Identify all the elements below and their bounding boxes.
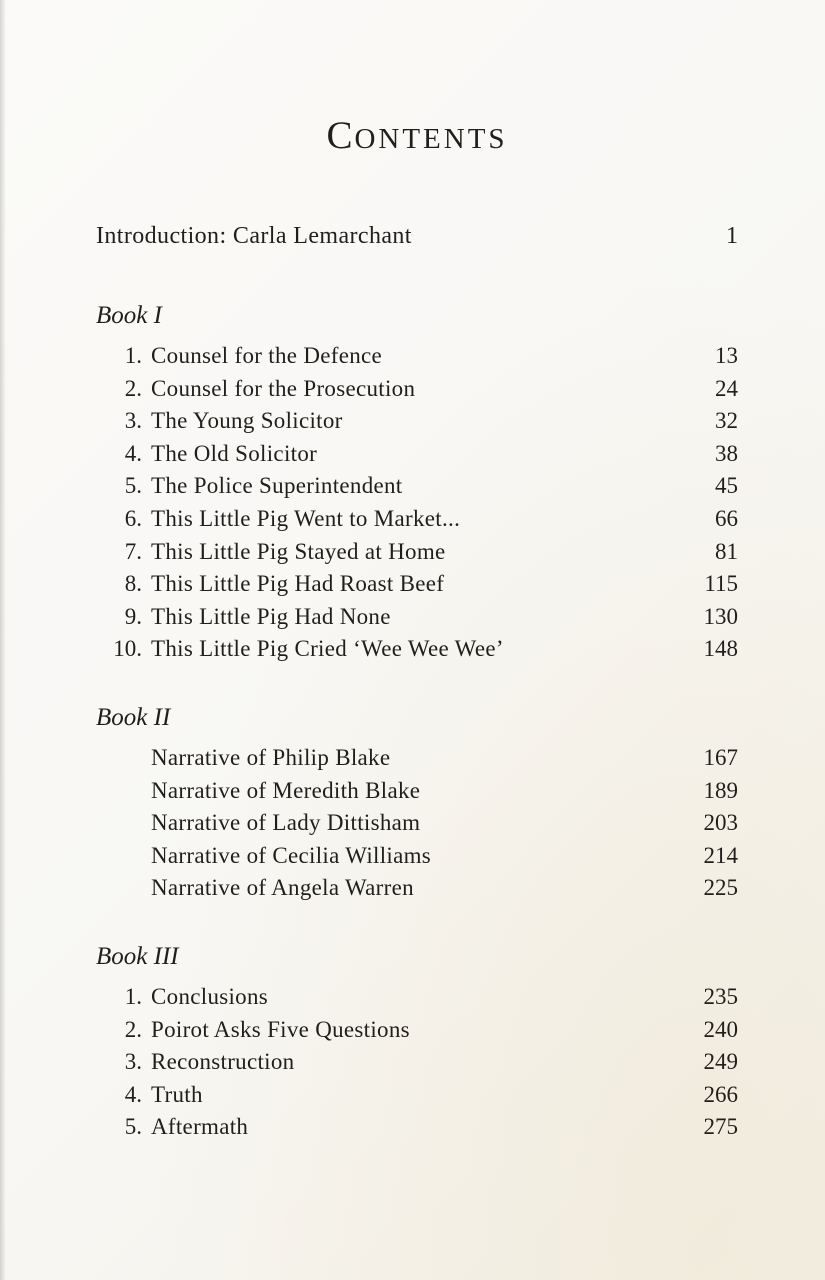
page-number: 189 bbox=[703, 777, 738, 803]
section-heading: Book I bbox=[96, 302, 162, 329]
chapter-title: Narrative of Cecilia Williams bbox=[151, 842, 432, 868]
toc-entry bbox=[96, 840, 738, 873]
chapter-title: The Police Superintendent bbox=[151, 473, 403, 499]
section-entries bbox=[96, 742, 738, 905]
toc-entry bbox=[96, 775, 738, 808]
chapter-title: Narrative of Angela Warren bbox=[151, 875, 414, 901]
page-number: 167 bbox=[703, 744, 738, 770]
toc-entry bbox=[96, 633, 738, 666]
chapter-number: 9. bbox=[124, 603, 142, 629]
section-heading: Book III bbox=[96, 942, 179, 970]
page-number: 275 bbox=[703, 1114, 738, 1140]
toc-entry bbox=[96, 872, 738, 905]
toc-entry bbox=[96, 981, 738, 1014]
toc-entry bbox=[96, 536, 738, 569]
page-number: 115 bbox=[704, 571, 738, 597]
toc-section-book-1 bbox=[96, 300, 738, 666]
page-number: 266 bbox=[703, 1081, 738, 1107]
toc-entry bbox=[96, 1079, 738, 1112]
chapter-number: 10. bbox=[113, 636, 142, 662]
toc-entry bbox=[96, 601, 738, 634]
page-title-initial: C bbox=[326, 114, 355, 157]
chapter-number: 5. bbox=[124, 1114, 142, 1140]
page-number: 45 bbox=[715, 473, 738, 499]
page-number: 225 bbox=[703, 875, 738, 901]
toc-intro-label: Introduction: Carla Lemarchant bbox=[96, 223, 412, 249]
page-number: 214 bbox=[703, 842, 738, 868]
toc-entry bbox=[96, 405, 738, 438]
page-content bbox=[0, 116, 825, 1144]
chapter-title: The Old Solicitor bbox=[151, 440, 318, 466]
chapter-title: This Little Pig Had None bbox=[151, 603, 391, 629]
toc-entry bbox=[96, 1014, 738, 1047]
chapter-title: The Young Solicitor bbox=[151, 408, 343, 434]
section-entries bbox=[96, 981, 738, 1144]
page-number: 13 bbox=[715, 343, 738, 368]
page-number: 235 bbox=[703, 983, 738, 1009]
toc-entry bbox=[96, 1046, 738, 1079]
chapter-title: Aftermath bbox=[151, 1114, 249, 1140]
chapter-number: 1. bbox=[124, 983, 142, 1009]
chapter-title: Poirot Asks Five Questions bbox=[151, 1016, 410, 1042]
chapter-number: 1. bbox=[124, 343, 142, 368]
toc-entry bbox=[96, 373, 738, 406]
chapter-title: Conclusions bbox=[151, 983, 269, 1009]
chapter-number: 7. bbox=[124, 538, 142, 564]
chapter-number: 2. bbox=[124, 1016, 142, 1042]
page-number: 38 bbox=[715, 440, 738, 466]
page-number: 66 bbox=[715, 505, 738, 531]
chapter-title: This Little Pig Cried ‘Wee Wee Wee’ bbox=[151, 636, 504, 662]
toc-entry bbox=[96, 807, 738, 840]
toc-entry bbox=[96, 568, 738, 601]
chapter-title: This Little Pig Stayed at Home bbox=[151, 538, 446, 564]
chapter-number: 4. bbox=[124, 1081, 142, 1107]
chapter-title: This Little Pig Went to Market... bbox=[151, 505, 461, 531]
section-entries bbox=[96, 340, 738, 666]
page-title-rest: ONTENTS bbox=[354, 123, 508, 155]
chapter-number: 3. bbox=[124, 408, 142, 434]
chapter-number: 8. bbox=[124, 571, 142, 597]
chapter-title: Narrative of Philip Blake bbox=[151, 744, 391, 770]
page-number: 32 bbox=[715, 408, 738, 434]
toc-entry bbox=[96, 340, 738, 373]
chapter-number: 3. bbox=[124, 1049, 142, 1075]
chapter-number: 4. bbox=[124, 440, 142, 466]
chapter-title: Counsel for the Prosecution bbox=[151, 375, 416, 401]
chapter-title: Counsel for the Defence bbox=[151, 343, 383, 368]
chapter-title: This Little Pig Had Roast Beef bbox=[151, 571, 445, 597]
page-number: 24 bbox=[715, 375, 738, 401]
chapter-title: Narrative of Lady Dittisham bbox=[151, 810, 421, 836]
page-number: 203 bbox=[703, 810, 738, 836]
chapter-title: Reconstruction bbox=[151, 1049, 295, 1075]
toc-entry bbox=[96, 742, 738, 775]
page-number: 249 bbox=[703, 1049, 738, 1075]
section-heading: Book II bbox=[96, 703, 171, 731]
page-title bbox=[96, 116, 738, 164]
chapter-title: Truth bbox=[151, 1081, 203, 1107]
page-number: 240 bbox=[703, 1016, 738, 1042]
page-number: 148 bbox=[703, 636, 738, 662]
chapter-number: 6. bbox=[124, 505, 142, 531]
toc-entry bbox=[96, 470, 738, 503]
toc-section-book-3 bbox=[96, 941, 738, 1144]
chapter-number: 2. bbox=[124, 375, 142, 401]
toc-intro-entry bbox=[96, 220, 738, 252]
chapter-number: 5. bbox=[124, 473, 142, 499]
toc-entry bbox=[96, 438, 738, 471]
page-number: 81 bbox=[715, 538, 738, 564]
toc-section-book-2 bbox=[96, 702, 738, 905]
page-number: 1 bbox=[726, 223, 738, 249]
chapter-title: Narrative of Meredith Blake bbox=[151, 777, 421, 803]
toc-entry bbox=[96, 1111, 738, 1144]
page-number: 130 bbox=[703, 603, 738, 629]
toc-entry bbox=[96, 503, 738, 536]
